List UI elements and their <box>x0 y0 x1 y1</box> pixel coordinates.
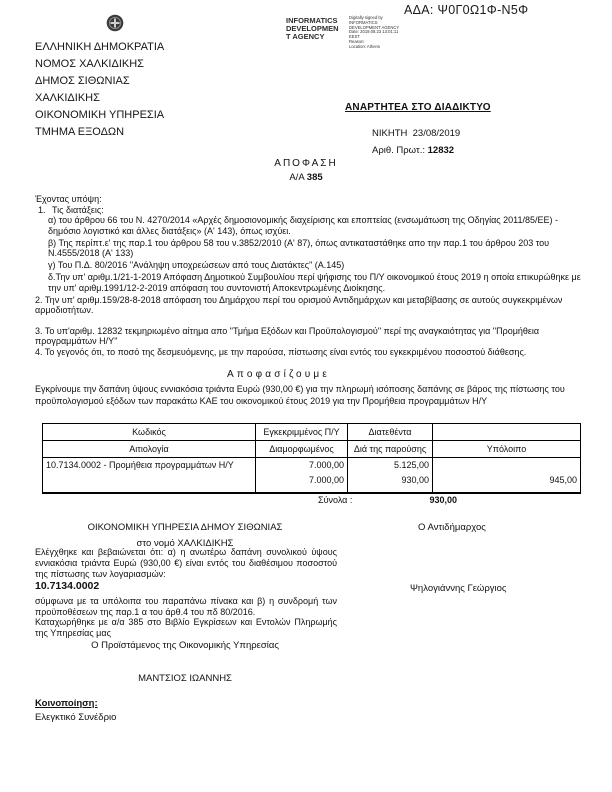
sub-item-a: α) του άρθρου 66 του Ν. 4270/2014 «Αρχές δημοσιονομικής διαχείρισης και εποπτείας (ενσωμάτωση της Οδηγίας 2011/85/ΕΕ) - δημόσιο λογιστικό και άλλες διατάξεις» (Α' 143), όπως ισχύει. <box>48 215 559 236</box>
place-date: ΝΙΚΗΤΗ 23/08/2019 <box>372 128 461 139</box>
decision-number-value: 385 <box>306 172 323 183</box>
notification-label: Κοινοποίηση: <box>35 698 98 709</box>
header-formed: Διαμορφωμένος <box>256 441 348 458</box>
allocated-line-2: 930,00 <box>401 475 429 485</box>
considerations-section <box>35 194 590 357</box>
cell-approved-budget <box>256 458 348 494</box>
consideration-item-1 <box>38 205 590 216</box>
letterhead-line-municipality: ΔΗΜΟΣ ΣΙΘΩΝΙΑΣ <box>35 75 130 87</box>
stamp-detail-line: Date: 2019.08.23 13:01:11 <box>349 29 399 35</box>
table-header-row-2 <box>43 441 581 458</box>
notification-recipient: Ελεγκτικό Συνέδριο <box>35 712 117 723</box>
greek-emblem-icon <box>106 14 124 32</box>
allocation-table-wrap <box>42 423 581 494</box>
decision-heading: Αποφασίζουμε <box>227 369 331 380</box>
stamp-detail-line: Reason: <box>349 38 365 44</box>
approved-line-1: 7.000,00 <box>308 460 344 470</box>
publish-notice: ΑΝΑΡΤΗΤΕΑ ΣΤΟ ΔΙΑΔΙΚΤΥΟ <box>345 102 491 113</box>
letterhead-line-region: ΧΑΛΚΙΔΙΚΗΣ <box>35 92 100 104</box>
header-by-present: Διά της παρούσης <box>348 441 433 458</box>
deputy-mayor-title: Ο Αντιδήμαρχος <box>418 522 486 533</box>
allocation-table <box>42 423 581 494</box>
finance-head-title: Ο Προϊστάμενος της Οικονομικής Υπηρεσίας <box>91 640 279 651</box>
totals-value: 930,00 <box>429 495 457 505</box>
remainder-line-2: 945,00 <box>549 475 577 485</box>
consideration-item-1-sublist <box>48 215 590 293</box>
certification-paragraph-2: σύμφωνα με τα υπόλοιπα του παραπάνω πίνακα και β) η συνδρομή των προϋποθέσεων της παρ.1 α του άρθ.4 του πδ 80/2016. <box>35 596 337 617</box>
digital-signature-details <box>349 16 431 50</box>
cell-account-description: 10.7134.0002 - Προμήθεια προγραμμάτων Η/Υ <box>43 458 256 494</box>
stamp-detail-line: Location: Athens <box>349 43 380 49</box>
cell-remainder <box>433 458 581 494</box>
totals-label: Σύνολα : <box>318 495 353 505</box>
consideration-item-4: 4. Το γεγονός ότι, το ποσό της δεσμευόμενης, με την παρούσα, πίστωσης είναι εντός του εγκεκριμένου ποσοστού διάθεσης. <box>35 346 527 357</box>
letterhead <box>35 39 164 141</box>
allocated-line-1: 5.125,00 <box>393 460 429 470</box>
letterhead-line-department: ΤΜΗΜΑ ΕΞΟΔΩΝ <box>35 126 125 138</box>
certifying-service-location: στο νομό ΧΑΛΚΙΔΙΚΗΣ <box>136 538 234 549</box>
certification-paragraph-3: Καταχωρήθηκε με α/α 385 στο Βιβλίο Εγκρίσεων και Εντολών Πληρωμής της Υπηρεσίας μας <box>35 617 337 638</box>
cell-allocated <box>348 458 433 494</box>
decision-number-label: Α/Α <box>289 172 305 183</box>
stamp-detail-line: Digitally signed by <box>349 15 383 20</box>
ada-code: ΑΔΑ: Ψ0Γ0Ω1Φ-Ν5Φ <box>404 3 529 17</box>
decision-number <box>0 172 612 183</box>
item-1-number: 1. <box>38 204 46 215</box>
protocol-label: Αριθ. Πρωτ.: <box>372 145 425 156</box>
header-reason: Αιτιολογία <box>43 441 256 458</box>
remainder-line-1 <box>436 458 577 473</box>
stamp-detail-line: DEVELOPMENT AGENCY <box>349 24 400 30</box>
consideration-item-2: 2. Την υπ' αριθμ.159/28-8-2018 απόφαση του Δημάρχου περί του ορισμού Αντιδημάρχων και μεταβίβασης σε αυτούς συγκεκριμένων αρμοδιοτήτων. <box>35 294 563 315</box>
considerations-intro: Έχοντας υπόψη: <box>35 194 102 204</box>
decision-title: ΑΠΟΦΑΣΗ <box>274 158 338 169</box>
certifying-service-name: ΟΙΚΟΝΟΜΙΚΗ ΥΠΗΡΕΣΙΑ ΔΗΜΟΥ ΣΙΘΩΝΙΑΣ <box>87 522 283 533</box>
header-empty <box>433 424 581 441</box>
table-data-row <box>43 458 581 494</box>
certification-paragraph-1: Ελέγχθηκε και βεβαιώνεται ότι: α) η ανωτέρω δαπάνη συνολικού ύψους εννιακόσια τριάντα Ευρώ (930,00 €) είναι εντός του διαθέσιμου ποσοστού της πίστωσης των λογαριασμών: <box>35 547 337 579</box>
decision-paragraph: Εγκρίνουμε την δαπάνη ύψους εννιακόσια τριάντα Ευρώ (930,00 €) για την πληρωμή ισόποσης δαπάνης σε βάρος της πίστωσης του προϋπολογισμού εξόδων των παρακάτω ΚΑΕ του οικονομικού έτους 2019 για την Προμήθεια προγραμμάτων Η/Υ <box>35 384 565 406</box>
protocol-value: 12832 <box>427 145 455 156</box>
consideration-item-3: 3. Το υπ'αριθμ. 12832 τεκμηριωμένο αίτημα απο "Τμήμα Εξόδων και Προϋπολογισμού" περί της αναγκαιότητας για "Προμήθεια προγραμμάτων Η/Υ" <box>35 325 540 346</box>
finance-head-name: ΜΑΝΤΣΙΟΣ ΙΩΑΝΝΗΣ <box>138 673 232 684</box>
letterhead-line-republic: ΕΛΛΗΝΙΚΗ ΔΗΜΟΚΡΑΤΙΑ <box>35 41 165 53</box>
header-code: Κωδικός <box>43 424 256 441</box>
stamp-detail-line: EEST <box>349 34 360 40</box>
sub-item-b: β) Της περίπτ.ε' της παρ.1 του άρθρου 58 του ν.3852/2010 (Α' 87), όπως αντικαταστάθηκε απο την παρ.1 του άρθρου 203 του Ν.4555/2018 (Α' 133) <box>48 237 550 258</box>
table-header-row-1 <box>43 424 581 441</box>
item-1-text: Τις διατάξεις: <box>52 204 104 215</box>
stamp-detail-line: INFORMATICS <box>349 19 378 25</box>
header-approved-budget: Εγκεκριμμένος Π/Υ <box>256 424 348 441</box>
letterhead-line-prefecture: ΝΟΜΟΣ ΧΑΛΚΙΔΙΚΗΣ <box>35 58 144 70</box>
deputy-mayor-name: Ψηλογιάννης Γεώργιος <box>410 583 507 594</box>
protocol-number <box>372 145 454 156</box>
header-allocated: Διατεθέντα <box>348 424 433 441</box>
letterhead-line-service: ΟΙΚΟΝΟΜΙΚΗ ΥΠΗΡΕΣΙΑ <box>35 109 165 121</box>
sub-item-c: γ) Του Π.Δ. 80/2016 "Ανάληψη υποχρεώσεων από τους Διατάκτες" (Α.145) <box>48 260 345 270</box>
stamp-agency-name: INFORMATICS DEVELOPMENT AGENCY <box>286 16 339 42</box>
approved-line-2: 7.000,00 <box>308 475 344 485</box>
sub-item-d: δ.Την υπ' αριθμ.1/21-1-2019 Απόφαση Δημοτικού Συμβουλίου περί ψήφισης του Π/Υ οικονομικού έτους 2019 η οποία επικυρώθηκε με την υπ' αριθμ.1991/12-2-2019 απόφαση του συντονιστή Αποκεντρωμένης Διοίκησης. <box>48 272 581 293</box>
header-remainder: Υπόλοιπο <box>433 441 581 458</box>
account-code: 10.7134.0002 <box>35 580 100 592</box>
